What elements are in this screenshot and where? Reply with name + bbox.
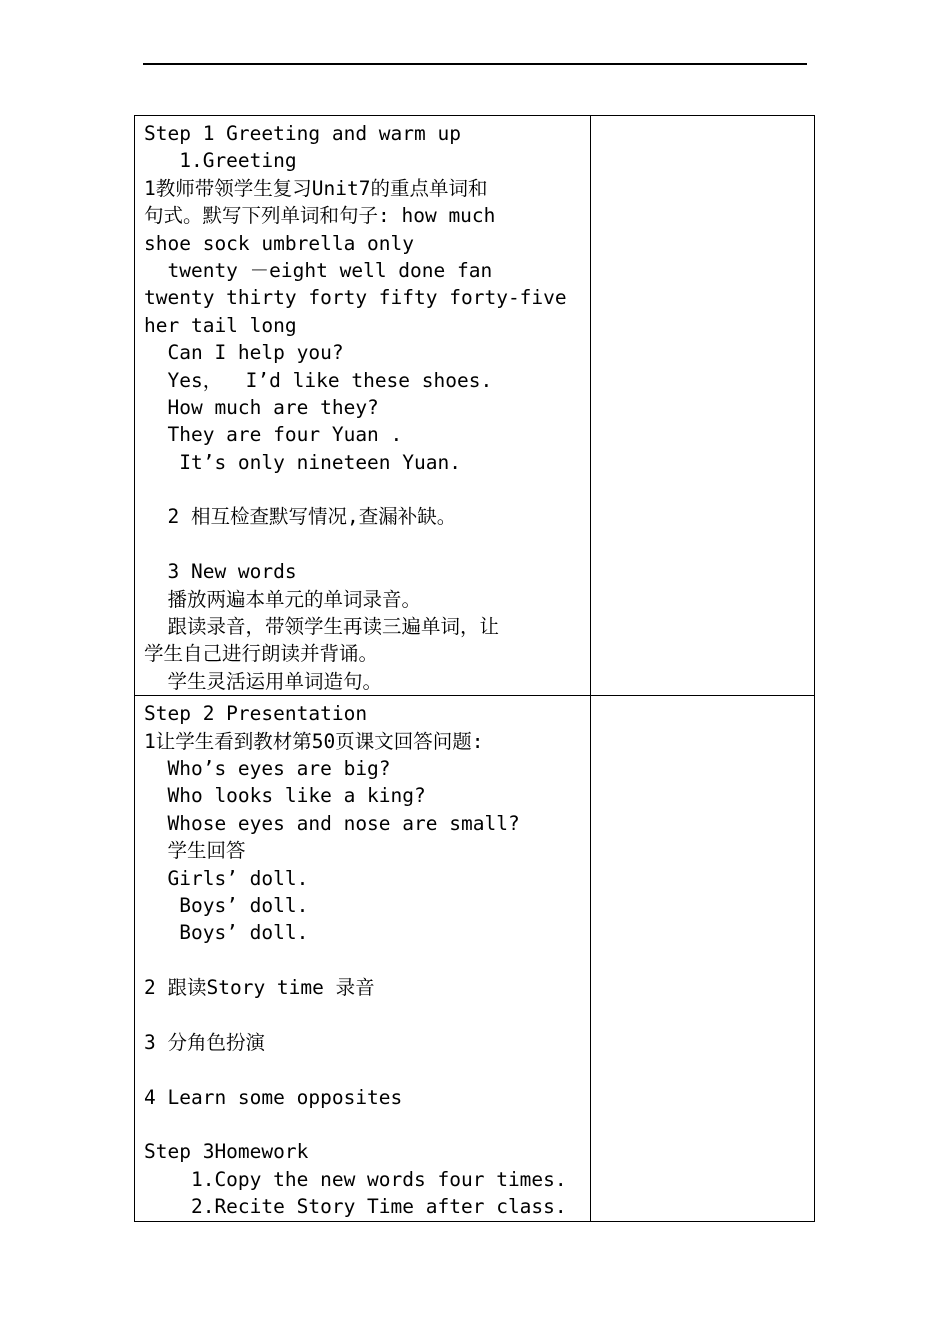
homework-item: 2.Recite Story Time after class.	[144, 1195, 567, 1219]
text-line: 2 相互检查默写情况,查漏补缺。	[144, 505, 457, 529]
step-1-title: Step 1 Greeting and warm up	[144, 122, 461, 145]
text-line: 学生回答	[144, 839, 246, 863]
text-line: Who looks like a king?	[144, 784, 426, 808]
homework-item: 1.Copy the new words four times.	[144, 1167, 567, 1191]
step-1-cell	[135, 116, 591, 696]
text-line: 句式。默写下列单词和句子: how much	[144, 204, 496, 228]
text-line: 学生自己进行朗读并背诵。	[144, 642, 379, 666]
text-line: Boys’ doll.	[144, 893, 309, 917]
text-line: Girls’ doll.	[144, 866, 309, 890]
text-line: twenty －eight well done fan	[144, 258, 493, 282]
step-3-title: Step 3Homework	[144, 1140, 309, 1164]
text-line: twenty thirty forty fifty forty-five	[144, 286, 567, 310]
text-line: Whose eyes and nose are small?	[144, 811, 520, 835]
text-line: It’s only nineteen Yuan.	[144, 450, 461, 474]
notes-cell-1	[591, 116, 815, 696]
blank-line	[144, 1056, 590, 1083]
blank-line	[144, 531, 590, 558]
step-2-cell	[135, 696, 591, 1221]
text-line: 4 Learn some opposites	[144, 1085, 403, 1109]
step-2-title: Step 2 Presentation	[144, 702, 368, 726]
blank-line	[144, 1002, 590, 1029]
blank-line	[144, 947, 590, 974]
text-line: Can I help you?	[144, 341, 344, 365]
text-line: Boys’ doll.	[144, 921, 309, 945]
text-line: 播放两遍本单元的单词录音。	[144, 587, 421, 611]
blank-line	[144, 476, 590, 503]
text-line: They are four Yuan .	[144, 423, 403, 447]
text-line: Who’s eyes are big?	[144, 756, 391, 780]
greeting-subtitle: 1.Greeting	[144, 149, 297, 173]
text-line: shoe sock umbrella only	[144, 231, 415, 255]
text-line: 1教师带领学生复习Unit7的重点单词和	[144, 176, 488, 200]
blank-line	[144, 1111, 590, 1138]
notes-cell-2	[591, 696, 815, 1221]
text-line: 跟读录音，带领学生再读三遍单词，让	[144, 615, 499, 639]
lesson-plan-table	[134, 115, 815, 1222]
text-line: How much are they?	[144, 395, 379, 419]
text-line: 3 分角色扮演	[144, 1030, 265, 1054]
text-line: 学生灵活运用单词造句。	[144, 669, 382, 693]
text-line: her tail long	[144, 313, 297, 337]
new-words-heading: 3 New words	[144, 560, 297, 584]
table-row	[135, 696, 815, 1221]
text-line: 1让学生看到教材第50页课文回答问题:	[144, 729, 484, 753]
text-line: Yes， I’d like these shoes.	[144, 368, 493, 392]
header-rule	[143, 63, 807, 65]
text-line: 2 跟读Story time 录音	[144, 976, 375, 1000]
table-row	[135, 116, 815, 696]
